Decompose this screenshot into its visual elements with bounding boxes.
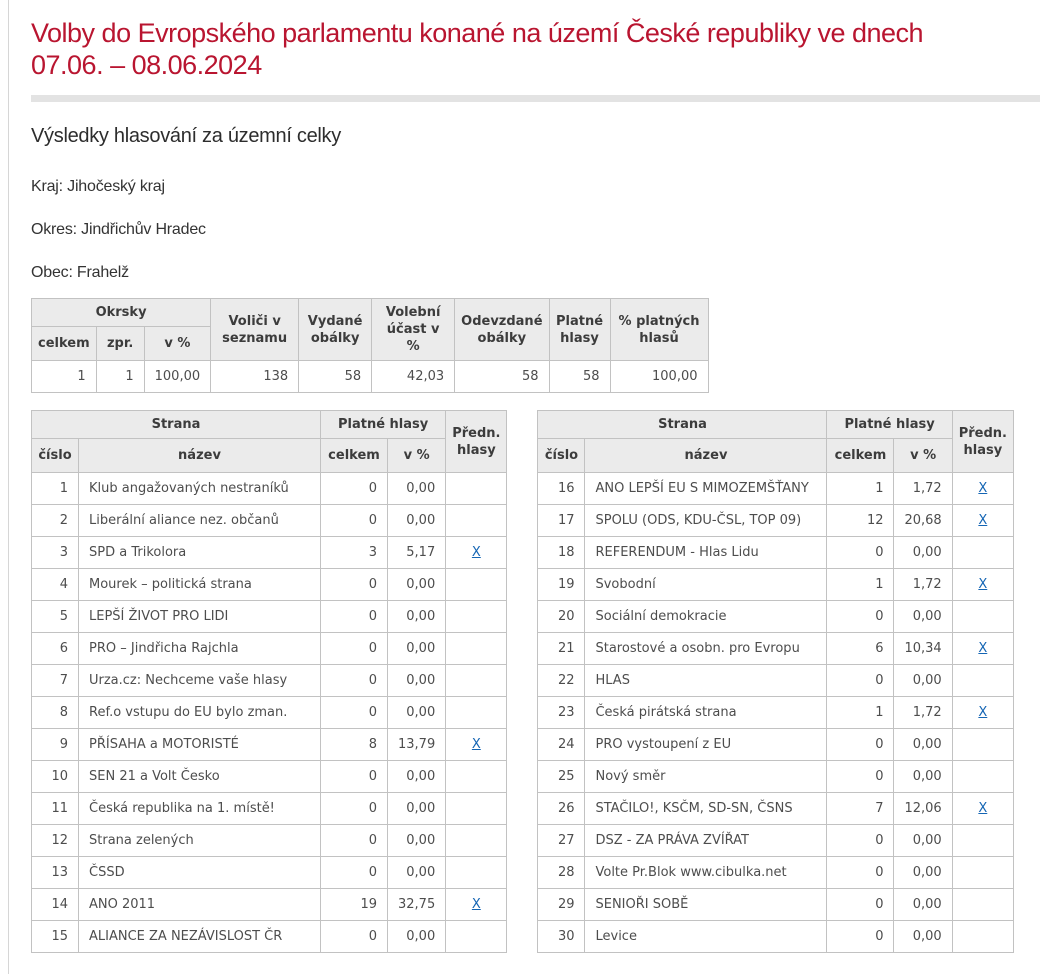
party-number-cell: 8	[32, 697, 79, 729]
okrsky-zpr-header: zpr.	[96, 327, 144, 361]
votes-cell: 0	[321, 601, 388, 633]
votes-cell: 0	[827, 537, 894, 569]
votes-cell: 0	[321, 473, 388, 505]
party-name-cell: Nový směr	[585, 761, 827, 793]
pct-cell: 0,00	[894, 761, 952, 793]
table-row	[32, 793, 507, 825]
predn-hlasy-link[interactable]: X	[978, 705, 988, 720]
pct-cell: 0,00	[388, 505, 446, 537]
predn-hlasy-link[interactable]: X	[978, 641, 988, 656]
votes-cell: 0	[827, 729, 894, 761]
predn-hlasy-header: Předn. hlasy	[446, 411, 507, 473]
pct-cell: 0,00	[388, 633, 446, 665]
party-name-cell: ALIANCE ZA NEZÁVISLOST ČR	[79, 921, 321, 953]
party-name-cell: STAČILO!, KSČM, SD-SN, ČSNS	[585, 793, 827, 825]
pct-platnych-value: 100,00	[610, 361, 708, 393]
pct-platnych-header: % platných hlasů	[610, 299, 708, 361]
pct-cell: 10,34	[894, 633, 952, 665]
pct-cell: 0,00	[388, 473, 446, 505]
pct-cell: 0,00	[894, 729, 952, 761]
party-number-cell: 25	[538, 761, 585, 793]
summary-table	[31, 298, 709, 393]
predn-cell	[952, 633, 1013, 665]
table-row	[538, 921, 1013, 953]
votes-cell: 12	[827, 505, 894, 537]
party-name-cell: HLAS	[585, 665, 827, 697]
party-header-row1	[538, 411, 1013, 439]
party-name-cell: Volte Pr.Blok www.cibulka.net	[585, 857, 827, 889]
volebni-ucast-header: Volební účast v %	[372, 299, 455, 361]
table-row	[32, 665, 507, 697]
pct-cell: 0,00	[894, 921, 952, 953]
predn-hlasy-link[interactable]: X	[978, 513, 988, 528]
predn-cell	[952, 889, 1013, 921]
table-row	[538, 665, 1013, 697]
predn-cell	[446, 889, 507, 921]
table-row	[538, 633, 1013, 665]
vpct-header: v %	[894, 439, 952, 473]
predn-cell	[952, 505, 1013, 537]
volici-value: 138	[211, 361, 299, 393]
pct-cell: 5,17	[388, 537, 446, 569]
votes-cell: 0	[827, 761, 894, 793]
votes-cell: 8	[321, 729, 388, 761]
party-name-cell: SENIOŘI SOBĚ	[585, 889, 827, 921]
predn-cell	[446, 729, 507, 761]
votes-cell: 6	[827, 633, 894, 665]
table-row	[32, 601, 507, 633]
kraj-label: Kraj: Jihočeský kraj	[31, 178, 165, 195]
party-number-cell: 2	[32, 505, 79, 537]
party-table-right	[537, 410, 1013, 953]
party-name-cell: Strana zelených	[79, 825, 321, 857]
pct-cell: 1,72	[894, 473, 952, 505]
party-name-cell: PŘÍSAHA a MOTORISTÉ	[79, 729, 321, 761]
table-row	[32, 857, 507, 889]
party-header-row2	[538, 439, 1013, 473]
votes-cell: 0	[321, 761, 388, 793]
predn-cell	[952, 921, 1013, 953]
table-row	[538, 889, 1013, 921]
party-number-cell: 4	[32, 569, 79, 601]
party-number-cell: 10	[32, 761, 79, 793]
party-name-cell: Liberální aliance nez. občanů	[79, 505, 321, 537]
party-number-cell: 12	[32, 825, 79, 857]
party-tables-container	[31, 410, 1040, 953]
party-number-cell: 11	[32, 793, 79, 825]
table-row	[32, 761, 507, 793]
okres-label: Okres: Jindřichův Hradec	[31, 221, 206, 238]
party-number-cell: 24	[538, 729, 585, 761]
party-header-row1	[32, 411, 507, 439]
cislo-header: číslo	[538, 439, 585, 473]
pct-cell: 13,79	[388, 729, 446, 761]
party-number-cell: 14	[32, 889, 79, 921]
party-number-cell: 26	[538, 793, 585, 825]
table-row	[32, 921, 507, 953]
party-number-cell: 21	[538, 633, 585, 665]
pct-cell: 32,75	[388, 889, 446, 921]
votes-cell: 0	[827, 857, 894, 889]
table-row	[538, 825, 1013, 857]
predn-cell	[446, 697, 507, 729]
odevzdane-obalky-value: 58	[455, 361, 549, 393]
page-left-border	[8, 0, 9, 974]
predn-cell	[446, 921, 507, 953]
pct-cell: 1,72	[894, 697, 952, 729]
pct-cell: 0,00	[388, 697, 446, 729]
platne-hlasy-value: 58	[549, 361, 610, 393]
vpct-header: v %	[388, 439, 446, 473]
platne-hlasy-group-header: Platné hlasy	[827, 411, 952, 439]
table-row	[538, 761, 1013, 793]
party-number-cell: 20	[538, 601, 585, 633]
table-row	[538, 601, 1013, 633]
party-name-cell: Klub angažovaných nestraníků	[79, 473, 321, 505]
party-name-cell: Levice	[585, 921, 827, 953]
votes-cell: 0	[827, 665, 894, 697]
pct-cell: 0,00	[894, 601, 952, 633]
predn-cell	[952, 665, 1013, 697]
volebni-ucast-value: 42,03	[372, 361, 455, 393]
party-name-cell: PRO – Jindřicha Rajchla	[79, 633, 321, 665]
strana-header: Strana	[538, 411, 827, 439]
party-name-cell: DSZ - ZA PRÁVA ZVÍŘAT	[585, 825, 827, 857]
pct-cell: 0,00	[894, 537, 952, 569]
predn-hlasy-link[interactable]: X	[471, 545, 481, 560]
pct-cell: 0,00	[388, 793, 446, 825]
party-number-cell: 7	[32, 665, 79, 697]
party-name-cell: Mourek – politická strana	[79, 569, 321, 601]
section-heading: Výsledky hlasování za územní celky	[31, 125, 341, 147]
predn-cell	[446, 761, 507, 793]
pct-cell: 0,00	[894, 665, 952, 697]
votes-cell: 19	[321, 889, 388, 921]
table-row	[538, 505, 1013, 537]
party-name-cell: Svobodní	[585, 569, 827, 601]
pct-cell: 12,06	[894, 793, 952, 825]
predn-cell	[446, 537, 507, 569]
party-number-cell: 28	[538, 857, 585, 889]
party-number-cell: 30	[538, 921, 585, 953]
predn-cell	[446, 569, 507, 601]
celkem-header: celkem	[827, 439, 894, 473]
party-number-cell: 29	[538, 889, 585, 921]
party-number-cell: 16	[538, 473, 585, 505]
votes-cell: 0	[321, 793, 388, 825]
party-name-cell: PRO vystoupení z EU	[585, 729, 827, 761]
votes-cell: 1	[827, 473, 894, 505]
predn-cell	[446, 505, 507, 537]
votes-cell: 0	[321, 665, 388, 697]
predn-cell	[446, 601, 507, 633]
predn-hlasy-link[interactable]: X	[471, 737, 481, 752]
okrsky-celkem-header: celkem	[32, 327, 97, 361]
table-row	[32, 505, 507, 537]
party-number-cell: 9	[32, 729, 79, 761]
vydane-obalky-value: 58	[299, 361, 372, 393]
predn-cell	[952, 569, 1013, 601]
okrsky-vpct-header: v %	[144, 327, 211, 361]
party-name-cell: Ref.o vstupu do EU bylo zman.	[79, 697, 321, 729]
summary-header-row1	[32, 299, 709, 327]
party-number-cell: 19	[538, 569, 585, 601]
table-row	[32, 825, 507, 857]
okrsky-header: Okrsky	[32, 299, 211, 327]
predn-cell	[446, 473, 507, 505]
party-name-cell: Česká republika na 1. místě!	[79, 793, 321, 825]
page-title	[31, 17, 1040, 81]
nazev-header: název	[79, 439, 321, 473]
party-number-cell: 23	[538, 697, 585, 729]
votes-cell: 0	[321, 825, 388, 857]
pct-cell: 1,72	[894, 569, 952, 601]
okrsky-zpr-value: 1	[96, 361, 144, 393]
summary-data-row	[32, 361, 709, 393]
okrsky-celkem-value: 1	[32, 361, 97, 393]
pct-cell: 0,00	[388, 857, 446, 889]
table-row	[538, 697, 1013, 729]
nazev-header: název	[585, 439, 827, 473]
votes-cell: 0	[827, 825, 894, 857]
party-name-cell: LEPŠÍ ŽIVOT PRO LIDI	[79, 601, 321, 633]
pct-cell: 0,00	[894, 857, 952, 889]
okrsky-vpct-value: 100,00	[144, 361, 211, 393]
table-row	[538, 729, 1013, 761]
table-row	[32, 473, 507, 505]
table-row	[32, 697, 507, 729]
predn-hlasy-link[interactable]: X	[471, 897, 481, 912]
party-table-left	[31, 410, 507, 953]
table-row	[32, 729, 507, 761]
predn-cell	[446, 633, 507, 665]
votes-cell: 3	[321, 537, 388, 569]
votes-cell: 1	[827, 569, 894, 601]
predn-cell	[952, 601, 1013, 633]
votes-cell: 0	[321, 505, 388, 537]
votes-cell: 7	[827, 793, 894, 825]
votes-cell: 0	[827, 921, 894, 953]
votes-cell: 0	[321, 857, 388, 889]
predn-cell	[952, 729, 1013, 761]
votes-cell: 0	[321, 633, 388, 665]
pct-cell: 0,00	[388, 825, 446, 857]
party-name-cell: Sociální demokracie	[585, 601, 827, 633]
party-number-cell: 3	[32, 537, 79, 569]
page-title-line1: Volby do Evropského parlamentu konané na území České republiky ve dnech	[31, 18, 924, 48]
pct-cell: 0,00	[388, 569, 446, 601]
party-number-cell: 6	[32, 633, 79, 665]
cislo-header: číslo	[32, 439, 79, 473]
party-name-cell: SPD a Trikolora	[79, 537, 321, 569]
party-number-cell: 18	[538, 537, 585, 569]
votes-cell: 0	[827, 889, 894, 921]
party-number-cell: 15	[32, 921, 79, 953]
table-row	[32, 633, 507, 665]
vydane-obalky-header: Vydané obálky	[299, 299, 372, 361]
strana-header: Strana	[32, 411, 321, 439]
table-row	[32, 537, 507, 569]
platne-hlasy-group-header: Platné hlasy	[321, 411, 446, 439]
pct-cell: 0,00	[388, 665, 446, 697]
predn-cell	[446, 825, 507, 857]
predn-cell	[446, 665, 507, 697]
party-header-row2	[32, 439, 507, 473]
predn-cell	[952, 761, 1013, 793]
party-number-cell: 1	[32, 473, 79, 505]
odevzdane-obalky-header: Odevzdané obálky	[455, 299, 549, 361]
votes-cell: 0	[321, 921, 388, 953]
party-name-cell: Česká pirátská strana	[585, 697, 827, 729]
party-name-cell: SEN 21 a Volt Česko	[79, 761, 321, 793]
platne-hlasy-header: Platné hlasy	[549, 299, 610, 361]
party-name-cell: ANO 2011	[79, 889, 321, 921]
votes-cell: 1	[827, 697, 894, 729]
horizontal-divider	[31, 95, 1040, 102]
table-row	[32, 889, 507, 921]
predn-hlasy-link[interactable]: X	[978, 801, 988, 816]
pct-cell: 20,68	[894, 505, 952, 537]
table-row	[32, 569, 507, 601]
page-title-line2: 07.06. – 08.06.2024	[31, 50, 262, 80]
predn-hlasy-link[interactable]: X	[978, 481, 988, 496]
pct-cell: 0,00	[894, 825, 952, 857]
votes-cell: 0	[827, 601, 894, 633]
pct-cell: 0,00	[388, 921, 446, 953]
party-number-cell: 5	[32, 601, 79, 633]
table-row	[538, 473, 1013, 505]
predn-cell	[952, 825, 1013, 857]
votes-cell: 0	[321, 697, 388, 729]
party-name-cell: Starostové a osobn. pro Evropu	[585, 633, 827, 665]
predn-hlasy-header: Předn. hlasy	[952, 411, 1013, 473]
obec-label: Obec: Frahelž	[31, 264, 129, 281]
table-row	[538, 537, 1013, 569]
table-row	[538, 857, 1013, 889]
party-name-cell: Urza.cz: Nechceme vaše hlasy	[79, 665, 321, 697]
predn-cell	[952, 793, 1013, 825]
party-number-cell: 22	[538, 665, 585, 697]
predn-cell	[952, 537, 1013, 569]
table-row	[538, 793, 1013, 825]
party-name-cell: ANO LEPŠÍ EU S MIMOZEMŠŤANY	[585, 473, 827, 505]
volici-header: Voliči v seznamu	[211, 299, 299, 361]
party-name-cell: ČSSD	[79, 857, 321, 889]
predn-cell	[446, 793, 507, 825]
party-name-cell: REFERENDUM - Hlas Lidu	[585, 537, 827, 569]
party-name-cell: SPOLU (ODS, KDU-ČSL, TOP 09)	[585, 505, 827, 537]
table-row	[538, 569, 1013, 601]
predn-cell	[446, 857, 507, 889]
votes-cell: 0	[321, 569, 388, 601]
predn-hlasy-link[interactable]: X	[978, 577, 988, 592]
party-number-cell: 17	[538, 505, 585, 537]
predn-cell	[952, 473, 1013, 505]
party-number-cell: 13	[32, 857, 79, 889]
pct-cell: 0,00	[894, 889, 952, 921]
predn-cell	[952, 697, 1013, 729]
party-number-cell: 27	[538, 825, 585, 857]
pct-cell: 0,00	[388, 761, 446, 793]
celkem-header: celkem	[321, 439, 388, 473]
pct-cell: 0,00	[388, 601, 446, 633]
predn-cell	[952, 857, 1013, 889]
